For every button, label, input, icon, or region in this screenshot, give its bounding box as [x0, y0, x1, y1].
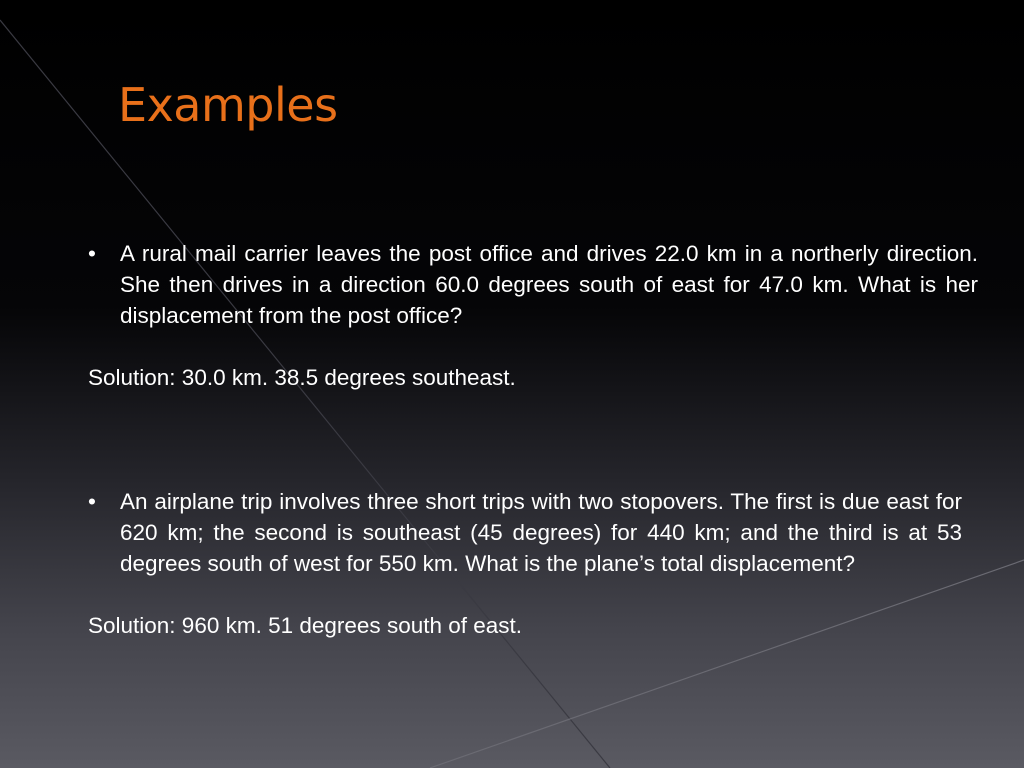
problem-1	[88, 238, 978, 331]
solution-2: Solution: 960 km. 51 degrees south of east.	[88, 613, 523, 638]
bullet-icon: •	[88, 489, 96, 514]
bullet-icon: •	[88, 241, 96, 266]
solution-1: Solution: 30.0 km. 38.5 degrees southeast.	[88, 365, 516, 390]
problem-1-text: A rural mail carrier leaves the post office and drives 22.0 km in a northerly direction. She then drives in a direction 60.0 degrees south of east for 47.0 km. What is her displacement from the post office?	[120, 241, 978, 328]
slide-content	[88, 238, 978, 641]
problem-2-text: An airplane trip involves three short trips with two stopovers. The first is due east for 620 km; the second is southeast (45 degrees) for 440 km; and the third is at 53 degrees south of west for 550 km. What is the plane’s total displacement?	[120, 489, 962, 576]
slide-title: Examples	[118, 78, 338, 132]
problem-2	[88, 486, 962, 579]
